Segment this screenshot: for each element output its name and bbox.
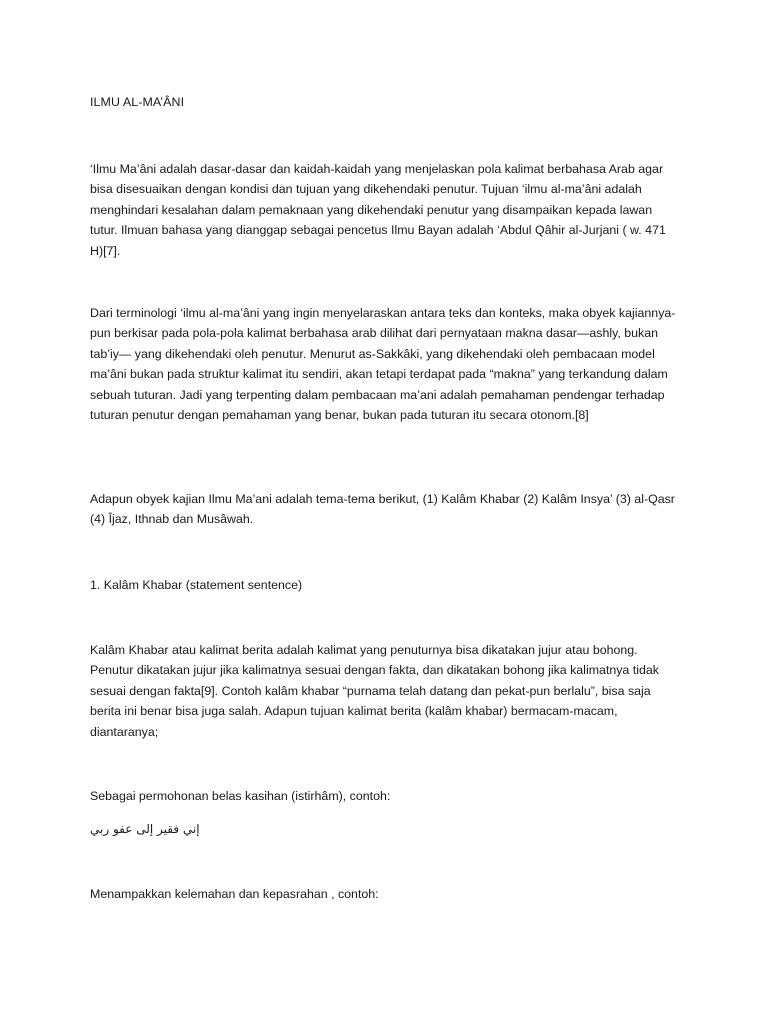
section-heading-kalam-khabar: 1. Kalâm Khabar (statement sentence) [90,578,303,592]
document-title: ILMU AL-MA’ÂNI [90,95,185,109]
paragraph-istirham: Sebagai permohonan belas kasihan (istirhâm), contoh: [90,789,391,803]
paragraph-kalam-khabar: Kalâm Khabar atau kalimat berita adalah kalimat yang penuturnya bisa dikatakan jujur atau bohong. Penutur dikatakan jujur jika kalimatnya sesuai dengan fakta, dan dikatakan bohong jika kalimatnya tidak sesuai dengan fakta[9]. Contoh kalâm khabar “purnama telah datang dan pekat-pun berlalu”, bisa saja berita ini benar bisa juga salah. Adapun tujuan kalimat berita (kalâm khabar) bermacam-macam, diantaranya; [90,643,659,739]
paragraph-kelemahan: Menampakkan kelemahan dan kepasrahan , contoh: [90,887,379,901]
paragraph-definition: ‘Ilmu Ma’âni adalah dasar-dasar dan kaidah-kaidah yang menjelaskan pola kalimat berbahasa Arab agar bisa disesuaikan dengan kondisi dan tujuan yang dikehendaki penutur. Tujuan ‘ilmu al-ma’âni adalah menghindari kesalahan dalam pemaknaan yang dikehendaki penutur yang disampaikan kepada lawan tutur. Ilmuan bahasa yang dianggap sebagai pencetus Ilmu Bayan adalah ‘Abdul Qâhir al-Jurjani ( w. 471 H)[7]. [90,162,666,258]
paragraph-objects: Adapun obyek kajian Ilmu Ma’ani adalah tema-tema berikut, (1) Kalâm Khabar (2) Kalâm Insya’ (3) al-Qasr (4) Îjaz, Ithnab dan Musâwah. [90,492,675,527]
arabic-example-line [90,819,680,839]
paragraph-terminology: Dari terminologi ‘ilmu al-ma’âni yang ingin menyelaraskan antara teks dan konteks, maka obyek kajiannya-pun berkisar pada pola-pola kalimat berbahasa arab dilihat dari pernyataan makna dasar—ashly, bukan tab’iy— yang dikehendaki oleh penutur. Menurut as-Sakkâki, yang dikehendaki oleh pembacaan model ma’âni bukan pada struktur kalimat itu sendiri, akan tetapi terdapat pada “makna” yang terkandung dalam sebuah tuturan. Jadi yang terpenting dalam pembacaan ma’ani adalah pemahaman pendengar terhadap tuturan penutur dengan pemahaman yang benar, bukan pada tuturan itu secara otonom.[8] [90,306,676,423]
arabic-example: إني فقير إلى عفو ربي [90,822,200,836]
